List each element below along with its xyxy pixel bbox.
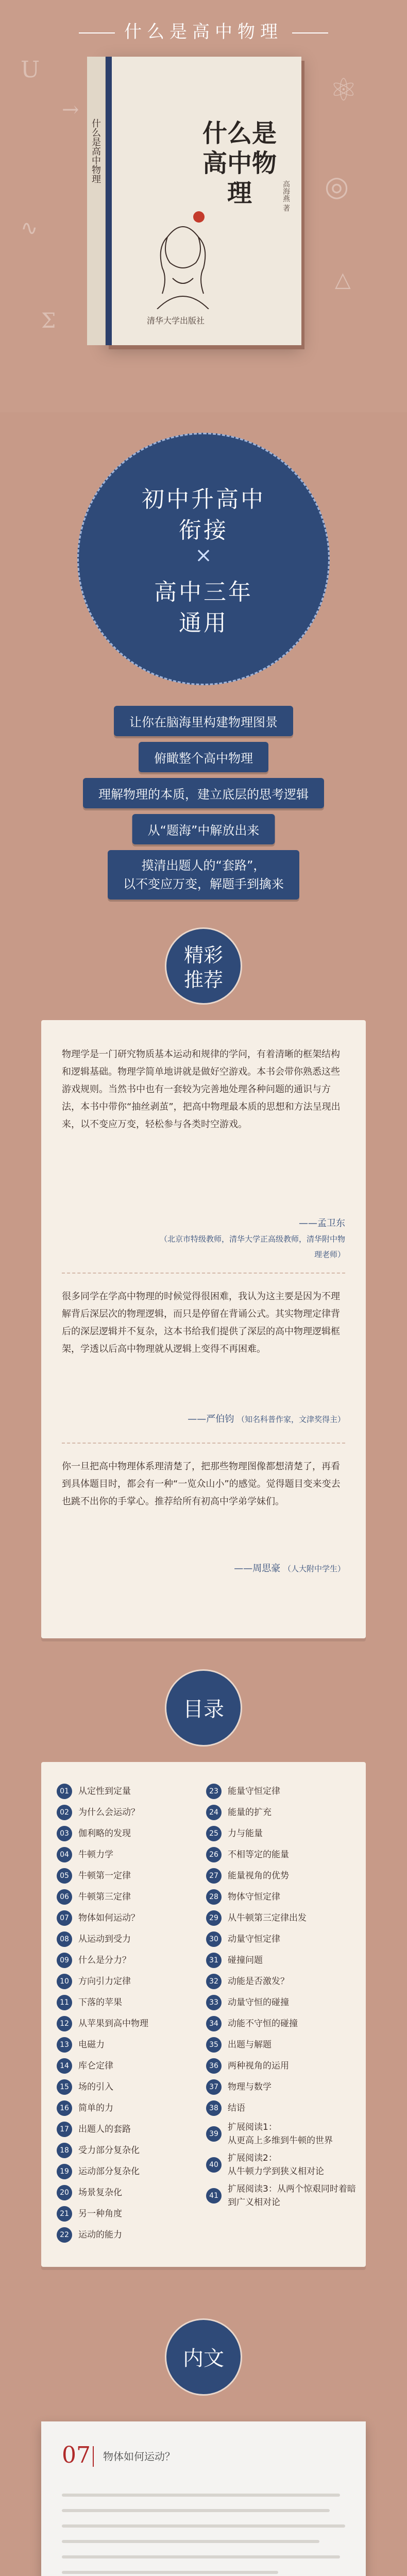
toc-number-badge: 27	[206, 1868, 222, 1884]
toc-item	[206, 1783, 280, 1800]
circle-line3: 高中三年	[154, 579, 253, 605]
review-1-text: 物理学是一门研究物质基本运动和规律的学问，有着清晰的框架结构和逻辑基础。物理学简单地讲就是做好空游戏。本书会带你熟悉这些游戏规则。当然书中也有一套较为完善地处理各种问题的通识与方法，本书中带你“抽丝剥茧”，把高中物理最本质的思想和方法呈现出来，以不变应万变，轻松参与各类时空游戏。	[62, 1049, 341, 1130]
toc-item-title: 运动的能力	[78, 2230, 122, 2240]
inner-text-line	[62, 2540, 319, 2543]
toc-item-title: 扩展阅读1：	[228, 2122, 277, 2132]
toc-item	[206, 2182, 356, 2211]
toc-item-title: 从苹果到高中物理	[78, 2019, 148, 2029]
toc-item-text	[228, 1846, 289, 1863]
toc-number-badge: 09	[57, 1953, 72, 1968]
toc-item-text	[78, 1888, 131, 1906]
doodle-sigma-icon: Σ	[41, 309, 56, 333]
inner-chapter-bar	[93, 2446, 94, 2467]
toc-item	[206, 1867, 289, 1885]
toc-item-text	[228, 1973, 289, 1990]
toc-item	[206, 2099, 245, 2117]
toc-item	[57, 2163, 140, 2180]
review-divider-1	[62, 1273, 345, 1274]
review-3-author: ——周思豪	[234, 1563, 281, 1574]
toc-item	[57, 1804, 140, 1821]
review-3-signature	[234, 1561, 345, 1577]
review-1-title: （北京市特级教师，清华大学正高级教师，清华附中物理老师）	[160, 1234, 346, 1259]
doodle-triangle-icon: △	[335, 268, 351, 292]
inner-chapter-title: 物体如何运动？	[103, 2450, 175, 2463]
toc-item-title: 牛顿第三定律	[78, 1892, 131, 1902]
highlight-5-line2: 以不变应万变，解题手到擒来	[123, 877, 284, 891]
doodle-orbit-icon: ◎	[325, 170, 349, 202]
reviews-badge-line2: 推荐	[183, 969, 223, 991]
book-title	[193, 118, 286, 208]
toc-item	[57, 1825, 131, 1842]
book-publisher: 清华大学出版社	[147, 316, 205, 326]
toc-number-badge: 23	[206, 1784, 222, 1799]
toc-item	[206, 2057, 289, 2075]
toc-number-badge: 41	[206, 2188, 222, 2204]
toc-number-badge: 39	[206, 2126, 222, 2142]
toc-number-badge: 25	[206, 1826, 222, 1841]
toc-number-badge: 26	[206, 1847, 222, 1862]
main-section	[0, 412, 407, 2576]
review-3-title: （人大附中学生）	[283, 1564, 345, 1573]
toc-item-text	[78, 2036, 105, 2054]
toc-number-badge: 18	[57, 2143, 72, 2158]
inner-chapter-number: 07	[62, 2442, 91, 2468]
inner-text-line	[62, 2555, 340, 2558]
toc-item-text	[228, 1909, 307, 1927]
hero-circle	[77, 433, 330, 685]
toc-item	[57, 2099, 113, 2117]
title-rule-right	[292, 32, 328, 33]
toc-item-title: 牛顿第一定律	[78, 1871, 131, 1881]
book-title-line1: 什么是	[202, 119, 277, 148]
toc-number-badge: 10	[57, 1974, 72, 1989]
toc-item-title: 动量守恒定律	[228, 1934, 280, 1944]
toc-item	[206, 1952, 263, 1969]
toc-item	[206, 1930, 280, 1948]
toc-item-title: 简单的力	[78, 2103, 113, 2113]
highlight-2: 俯瞰整个高中物理	[139, 742, 268, 772]
review-2-text: 很多同学在学高中物理的时候觉得很困难，我认为这主要是因为不理解背后深层次的物理逻辑，而只是停留在背诵公式。其实物理定律背后的深层逻辑并不复杂，这本书给我们提供了深层的高中物理逻辑框架，学透以后高中物理就从逻辑上变得不再困难。	[62, 1291, 340, 1354]
toc-item	[57, 2078, 113, 2096]
toc-item-text	[78, 2142, 140, 2159]
toc-number-badge: 01	[57, 1784, 72, 1799]
toc-number-badge: 11	[57, 1995, 72, 2010]
toc-item	[206, 1846, 289, 1863]
toc-item-text	[78, 1825, 131, 1842]
toc-item-text	[78, 1994, 122, 2011]
toc-item-title: 电磁力	[78, 2040, 105, 2050]
toc-number-badge: 03	[57, 1826, 72, 1841]
toc-item-text	[78, 2015, 148, 2032]
toc-item-text	[78, 1909, 140, 1927]
toc-item-title: 动能是否激发？	[228, 1976, 289, 1987]
toc-item-text	[228, 1825, 263, 1842]
toc-item-text	[78, 2226, 122, 2244]
circle-line1: 初中升高中	[142, 486, 265, 513]
toc-item-text	[228, 2121, 333, 2147]
toc-number-badge: 14	[57, 2058, 72, 2074]
circle-line4: 通用	[179, 610, 228, 636]
toc-item-title: 什么是分力？	[78, 1955, 131, 1965]
toc-item	[57, 1909, 140, 1927]
toc-number-badge: 37	[206, 2079, 222, 2095]
toc-item-text	[228, 1867, 289, 1885]
toc-item	[57, 1867, 131, 1885]
reviews-badge	[165, 927, 242, 1005]
inner-page-preview	[41, 2421, 366, 2576]
toc-item	[206, 1825, 263, 1842]
toc-number-badge: 21	[57, 2206, 72, 2222]
toc-item-title: 物理与数学	[228, 2082, 272, 2092]
toc-item-text	[78, 1804, 140, 1821]
book-spine-text: 什么是高中物理	[90, 118, 101, 183]
toc-item-text	[78, 1783, 131, 1800]
toc-item-text	[228, 2151, 324, 2178]
toc-item	[57, 1994, 122, 2011]
toc-item-title: 运动部分复杂化	[78, 2166, 140, 2177]
toc-item-title: 力与能量	[228, 1828, 263, 1839]
review-1-signature	[160, 1216, 345, 1262]
toc-number-badge: 15	[57, 2079, 72, 2095]
toc-item	[206, 2151, 324, 2180]
toc-number-badge: 34	[206, 2016, 222, 2031]
toc-item-title: 下落的苹果	[78, 1997, 122, 2008]
times-icon: ×	[195, 544, 212, 567]
toc-item	[57, 2184, 122, 2201]
inner-text-line	[62, 2524, 345, 2528]
toc-item	[206, 1888, 280, 1906]
toc-item	[57, 1783, 131, 1800]
toc-number-badge: 20	[57, 2185, 72, 2200]
toc-number-badge: 04	[57, 1847, 72, 1862]
toc-item	[206, 1994, 289, 2011]
toc-item-title: 物体如何运动？	[78, 1913, 140, 1923]
hero-section	[0, 0, 407, 412]
toc-item-subtitle: 从牛顿力学到狭义相对论	[228, 2166, 324, 2177]
book-author: 高海燕 著	[282, 180, 290, 212]
toc-item-title: 出题人的套路	[78, 2124, 131, 2134]
toc-item-title: 牛顿力学	[78, 1850, 113, 1860]
reviews-badge-line1: 精彩	[183, 944, 223, 967]
toc-item-title: 从定性到定量	[78, 1786, 131, 1797]
toc-item-text	[78, 1867, 131, 1885]
book-title-line2: 高中物理	[202, 149, 277, 208]
toc-card	[41, 1762, 366, 2267]
toc-item-title: 受力部分复杂化	[78, 2145, 140, 2156]
doodle-atom-icon: ⚛	[330, 72, 358, 108]
toc-number-badge: 07	[57, 1910, 72, 1926]
toc-number-badge: 33	[206, 1995, 222, 2010]
review-2-author: ——严伯钧	[188, 1414, 234, 1425]
toc-item	[206, 1804, 272, 1821]
toc-item	[57, 1952, 131, 1969]
toc-number-badge: 30	[206, 1931, 222, 1947]
toc-item-text	[228, 2078, 272, 2096]
toc-number-badge: 28	[206, 1889, 222, 1905]
toc-item-text	[78, 1846, 113, 1863]
toc-item-title: 动量守恒的碰撞	[228, 1997, 289, 2008]
highlight-4: 从“题海”中解放出来	[132, 814, 275, 844]
toc-item-title: 扩展阅读2：	[228, 2153, 277, 2163]
toc-item-title: 从牛顿第三定律出发	[228, 1913, 307, 1923]
toc-item-title: 能量的扩充	[228, 1807, 272, 1818]
toc-item-text	[228, 1888, 280, 1906]
toc-badge: 目录	[165, 1669, 242, 1747]
toc-number-badge: 05	[57, 1868, 72, 1884]
toc-number-badge: 19	[57, 2164, 72, 2179]
doodle-formula-icon: U	[21, 57, 40, 83]
highlight-5-line1: 摸清出题人的“套路”，	[141, 858, 266, 873]
toc-item-title: 碰撞问题	[228, 1955, 263, 1965]
toc-item-title: 另一种角度	[78, 2209, 122, 2219]
toc-item-title: 能量视角的优势	[228, 1871, 289, 1881]
toc-item-title: 库仑定律	[78, 2061, 113, 2071]
book-cover	[90, 57, 301, 345]
toc-item-text	[78, 2099, 113, 2117]
toc-item-title: 场景复杂化	[78, 2188, 122, 2198]
highlight-3: 理解物理的本质，建立底层的思考逻辑	[83, 778, 324, 808]
title-rule-left	[79, 32, 115, 33]
toc-item-title: 动能不守恒的碰撞	[228, 2019, 298, 2029]
toc-item-title: 从运动到受力	[78, 1934, 131, 1944]
toc-item	[57, 1973, 131, 1990]
toc-item	[57, 2226, 122, 2244]
toc-number-badge: 22	[57, 2227, 72, 2243]
toc-item-subtitle: 到广义相对论	[228, 2197, 280, 2208]
toc-number-badge: 32	[206, 1974, 222, 1989]
toc-number-badge: 40	[206, 2157, 222, 2173]
toc-item-subtitle: 从更高上多维到牛顿的世界	[228, 2136, 333, 2146]
toc-number-badge: 35	[206, 2037, 222, 2053]
toc-item-text	[78, 2184, 122, 2201]
toc-item-text	[78, 1952, 131, 1969]
toc-item-text	[228, 2182, 356, 2209]
toc-item-text	[228, 2036, 272, 2054]
toc-item-text	[228, 2099, 245, 2117]
book-stripe	[106, 57, 112, 345]
toc-item	[206, 2078, 272, 2096]
toc-item-title: 伽利略的发现	[78, 1828, 131, 1839]
toc-number-badge: 02	[57, 1805, 72, 1820]
inner-text-line	[62, 2571, 278, 2574]
toc-item	[57, 1888, 131, 1906]
toc-item	[206, 2015, 298, 2032]
toc-item-text	[78, 2057, 113, 2075]
doodle-vector-icon: →	[62, 98, 79, 122]
toc-item-text	[228, 1952, 263, 1969]
toc-item	[57, 2121, 131, 2138]
toc-item-title: 为什么会运动？	[78, 1807, 140, 1818]
review-3-text: 你一旦把高中物理体系理清楚了，把那些物理图像都想清楚了，再看到具体题目时，都会有一种“一览众山小”的感觉。觉得题目变来变去也跳不出你的手掌心。推荐给所有初高中学弟学妹们。	[62, 1461, 341, 1507]
toc-item	[206, 1973, 289, 1990]
toc-number-badge: 06	[57, 1889, 72, 1905]
toc-item-title: 物体守恒定律	[228, 1892, 280, 1902]
toc-item	[206, 2121, 333, 2149]
toc-item-title: 结语	[228, 2103, 245, 2113]
toc-item	[57, 1930, 131, 1948]
toc-item-text	[228, 1994, 289, 2011]
inner-text-line	[62, 2509, 330, 2512]
toc-item	[57, 2057, 113, 2075]
toc-item	[206, 1909, 307, 1927]
toc-number-badge: 08	[57, 1931, 72, 1947]
doodle-wave-icon: ∿	[21, 216, 38, 240]
toc-item-title: 扩展阅读3：从两个惊艰同时着暗	[228, 2184, 356, 2194]
toc-item-title: 能量守恒定律	[228, 1786, 280, 1797]
toc-item-text	[78, 1973, 131, 1990]
toc-item	[57, 2142, 140, 2159]
toc-number-badge: 31	[206, 1953, 222, 1968]
toc-number-badge: 38	[206, 2100, 222, 2116]
toc-item-text	[78, 2121, 131, 2138]
review-2-title: （知名科普作家，文津奖得主）	[236, 1415, 345, 1424]
newton-illustration-icon	[137, 206, 229, 309]
toc-number-badge: 17	[57, 2122, 72, 2137]
review-1-author: ——孟卫东	[299, 1218, 345, 1229]
toc-item-text	[78, 2078, 113, 2096]
toc-item-title: 场的引入	[78, 2082, 113, 2092]
toc-item-title: 出题与解题	[228, 2040, 272, 2050]
toc-item-text	[78, 1930, 131, 1948]
toc-number-badge: 12	[57, 2016, 72, 2031]
toc-item	[57, 1846, 113, 1863]
toc-number-badge: 24	[206, 1805, 222, 1820]
toc-item	[206, 2036, 272, 2054]
inner-text-line	[62, 2494, 340, 2497]
apple-icon	[193, 211, 205, 223]
toc-item	[57, 2036, 105, 2054]
toc-item-title: 不相等定的能量	[228, 1850, 289, 1860]
toc-item-text	[228, 1930, 280, 1948]
toc-item-text	[228, 2015, 298, 2032]
toc-item-title: 两种视角的运用	[228, 2061, 289, 2071]
review-divider-2	[62, 1443, 345, 1444]
inner-badge: 内文	[165, 2318, 242, 2396]
page-title	[0, 18, 407, 43]
toc-item-title: 方向引力定律	[78, 1976, 131, 1987]
toc-item-text	[228, 2057, 289, 2075]
toc-number-badge: 13	[57, 2037, 72, 2053]
toc-item-text	[228, 1783, 280, 1800]
toc-item-text	[228, 1804, 272, 1821]
toc-item-text	[78, 2163, 140, 2180]
book-spine	[87, 57, 106, 345]
highlight-5	[108, 850, 299, 900]
toc-number-badge: 16	[57, 2100, 72, 2116]
review-2-signature	[188, 1412, 345, 1427]
toc-item	[57, 2205, 122, 2223]
highlight-1: 让你在脑海里构建物理图景	[114, 706, 293, 736]
toc-number-badge: 36	[206, 2058, 222, 2074]
reviews-card	[41, 1020, 366, 1638]
toc-number-badge: 29	[206, 1910, 222, 1926]
page-title-text: 什么是高中物理	[124, 22, 283, 42]
toc-item	[57, 2015, 148, 2032]
circle-line2: 衔接	[179, 517, 228, 544]
toc-item-text	[78, 2205, 122, 2223]
